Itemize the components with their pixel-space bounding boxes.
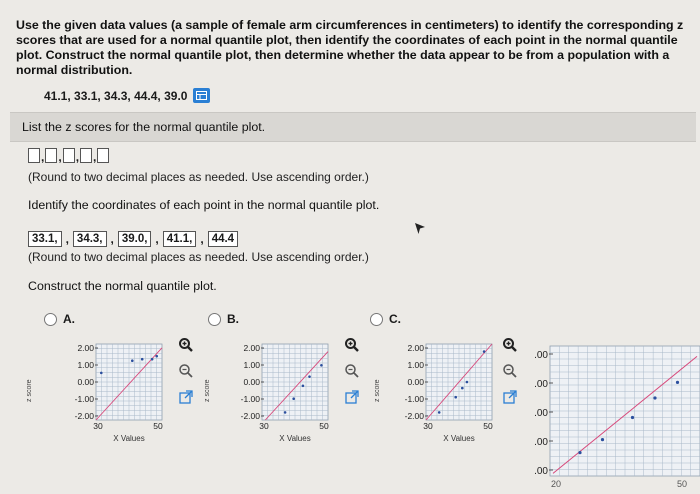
mouse-cursor-icon — [414, 222, 426, 241]
zoom-out-icon[interactable] — [501, 362, 519, 380]
plot-point — [483, 350, 486, 353]
option-c-radio[interactable] — [370, 313, 383, 326]
answer-options — [0, 312, 700, 494]
plot-a — [62, 338, 172, 458]
option-a[interactable] — [44, 312, 75, 326]
y-tick-label: -2.00 — [74, 411, 94, 421]
plot-point — [308, 375, 311, 378]
plot-point — [151, 358, 154, 361]
x-axis-label: X Values — [443, 434, 475, 443]
plot-a-ylabel: z score — [26, 379, 33, 402]
data-values-row — [44, 88, 210, 103]
plot-b-grid — [262, 344, 328, 420]
zoom-out-icon[interactable] — [343, 362, 361, 380]
y-tick-label: 2.00 — [77, 343, 94, 353]
plot-point — [454, 396, 457, 399]
plot-point — [578, 451, 581, 454]
y-tick-label: 1.00 — [243, 360, 260, 370]
zscore-input-2[interactable] — [45, 148, 57, 163]
question-text: Use the given data values (a sample of female arm circumferences in centimeters) to identify the corresponding z scores that are used for a normal quantile plot, then identify the coordinates of each point in the normal quantile plot. Construct the normal quantile plot, then determine whether the data appear to be from a population with a normal distribution. — [16, 18, 684, 77]
y-tick-label: 1.00 — [77, 360, 94, 370]
y-tick-label: .00 — [534, 350, 548, 361]
x-tick-label: 50 — [676, 479, 688, 489]
construct-prompt: Construct the normal quantile plot. — [28, 279, 217, 293]
plot-b-tools — [342, 336, 362, 406]
zscore-input-1[interactable] — [28, 148, 40, 163]
comma-separator: , — [93, 150, 97, 164]
option-c[interactable] — [370, 312, 401, 326]
plot-point — [466, 381, 469, 384]
x-axis-label: X Values — [279, 434, 311, 443]
x-tick-label: 50 — [319, 421, 329, 431]
y-tick-label: 0.00 — [407, 377, 424, 387]
comma-separator: , — [41, 150, 45, 164]
y-tick-label: -1.00 — [74, 394, 94, 404]
plot-point — [601, 438, 604, 441]
comma-separator: , — [58, 150, 62, 164]
plot-c-tools — [500, 336, 520, 406]
option-b[interactable] — [208, 312, 239, 326]
plot-point — [438, 411, 441, 414]
zscore-answer-row — [28, 148, 109, 163]
plot-point — [653, 396, 656, 399]
plot-b — [228, 338, 338, 458]
y-tick-label: 2.00 — [243, 343, 260, 353]
zoom-in-icon[interactable] — [343, 336, 361, 354]
zscore-prompt-band — [10, 112, 696, 142]
plot-point — [631, 416, 634, 419]
x-tick-label: 50 — [153, 421, 163, 431]
coordinates-hint: (Round to two decimal places as needed. Use ascending order.) — [28, 250, 369, 264]
popout-icon[interactable] — [177, 388, 195, 406]
zscore-input-4[interactable] — [80, 148, 92, 163]
zscore-input-3[interactable] — [63, 148, 75, 163]
coordinate-box-3[interactable]: 39.0, — [118, 231, 152, 247]
y-tick-label: 1.00 — [407, 360, 424, 370]
zoom-in-icon[interactable] — [501, 336, 519, 354]
coordinates-row — [28, 231, 238, 247]
plot-a-tools — [176, 336, 196, 406]
plot-point — [302, 385, 305, 388]
x-tick-label: 30 — [259, 421, 269, 431]
x-tick-label: 30 — [93, 421, 103, 431]
option-b-radio[interactable] — [208, 313, 221, 326]
plot-point — [100, 372, 103, 375]
comma-separator: , — [200, 232, 204, 246]
popout-icon[interactable] — [343, 388, 361, 406]
y-tick-label: 0.00 — [77, 377, 94, 387]
y-tick-label: 2.00 — [407, 343, 424, 353]
plot-point — [320, 364, 323, 367]
data-values: 41.1, 33.1, 34.3, 44.4, 39.0 — [44, 88, 188, 103]
plot-d-grid — [550, 346, 700, 476]
x-axis-label: X Values — [113, 434, 145, 443]
option-b-label: B. — [227, 312, 239, 326]
x-tick-label: 50 — [483, 421, 493, 431]
comma-separator: , — [75, 150, 80, 164]
x-tick-label: 20 — [550, 479, 562, 489]
x-tick-label: 30 — [423, 421, 433, 431]
plot-point — [131, 359, 134, 362]
popout-icon[interactable] — [501, 388, 519, 406]
y-tick-label: .00 — [534, 466, 548, 477]
y-tick-label: -2.00 — [404, 411, 424, 421]
coordinate-box-2[interactable]: 34.3, — [73, 231, 107, 247]
option-a-label: A. — [63, 312, 75, 326]
y-tick-label: .00 — [534, 379, 548, 390]
y-tick-label: -1.00 — [404, 394, 424, 404]
plot-point — [461, 387, 464, 390]
option-a-radio[interactable] — [44, 313, 57, 326]
plot-point — [141, 358, 144, 361]
zoom-out-icon[interactable] — [177, 362, 195, 380]
plot-point — [676, 381, 679, 384]
coordinate-box-4[interactable]: 41.1, — [163, 231, 197, 247]
zscore-prompt: List the z scores for the normal quantile plot. — [22, 120, 266, 134]
plot-b-ylabel: z score — [204, 379, 211, 402]
zoom-in-icon[interactable] — [177, 336, 195, 354]
comma-separator: , — [110, 232, 114, 246]
plot-c — [392, 338, 502, 458]
y-tick-label: -1.00 — [240, 394, 260, 404]
plot-d-partial — [522, 338, 700, 494]
plot-point — [284, 411, 287, 414]
y-tick-label: -2.00 — [240, 411, 260, 421]
coordinate-box-5[interactable]: 44.4 — [208, 231, 238, 247]
plot-point — [292, 397, 295, 400]
y-tick-label: .00 — [534, 437, 548, 448]
option-c-label: C. — [389, 312, 401, 326]
zscore-input-5[interactable] — [97, 148, 109, 163]
y-tick-label: .00 — [534, 408, 548, 419]
y-tick-label: 0.00 — [243, 377, 260, 387]
zscore-hint: (Round to two decimal places as needed. Use ascending order.) — [28, 170, 369, 184]
comma-separator: , — [65, 232, 69, 246]
plot-c-ylabel: z score — [374, 379, 381, 402]
plot-point — [155, 355, 158, 358]
coordinates-prompt: Identify the coordinates of each point in the normal quantile plot. — [28, 198, 380, 212]
comma-separator: , — [155, 232, 159, 246]
coordinate-box-1[interactable]: 33.1, — [28, 231, 62, 247]
data-table-icon[interactable] — [193, 88, 210, 103]
